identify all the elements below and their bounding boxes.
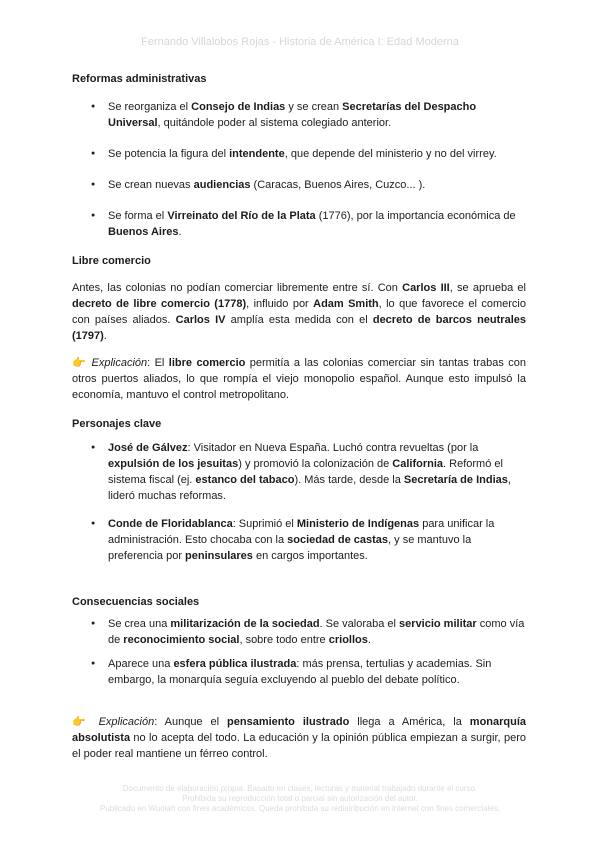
text: (Caracas, Buenos Aires, Cuzco... ). (250, 179, 426, 191)
text: ). Más tarde, desde la (294, 474, 404, 486)
section-heading-personajes: Personajes clave (72, 418, 162, 430)
text: Se reorganiza el (108, 101, 192, 113)
footer-line: Prohibida su reproducción total o parcial sin autorización del autor. (182, 794, 418, 803)
section-heading-reformas: Reformas administrativas (72, 73, 207, 85)
text: . (367, 634, 371, 646)
text: , sobre todo entre (239, 634, 329, 646)
pointing-hand-icon: 👉 (72, 716, 91, 728)
text: , influido por (246, 298, 314, 310)
page-footer (0, 784, 600, 814)
bold-text: expulsión de los jesuitas (108, 458, 239, 470)
list-item (72, 177, 526, 193)
bold-text: Ministerio de Indígenas (296, 518, 420, 530)
footer-line: Documento de elaboración propia. Basado en clases, lecturas y material trabajado durante el curso. (122, 784, 478, 793)
bold-text: pensamiento ilustrado (227, 716, 350, 728)
text: , que depende del ministerio y no del virrey. (284, 148, 497, 160)
text: Antes, las colonias no podían comerciar libremente entre sí. Con (72, 282, 403, 294)
text: , lo que favorece el comercio con países aliados. (72, 298, 526, 326)
explicacion-label: Explicación (98, 716, 155, 728)
section-heading-consecuencias: Consecuencias sociales (72, 596, 200, 608)
explicacion-paragraph (72, 355, 526, 403)
text: : Visitador en Nueva España. Luchó contra revueltas (por la (187, 442, 479, 454)
explicacion-paragraph (72, 714, 526, 762)
bold-text: Buenos Aires (108, 226, 179, 238)
list-item (72, 99, 526, 131)
bold-text: monarquía absolutista (72, 716, 527, 744)
list-item (72, 146, 526, 162)
text: Se crea una (108, 618, 171, 630)
bold-text: Adam Smith (313, 298, 379, 310)
text: (1776), por la importancia económica de (315, 210, 516, 222)
text: como vía de (108, 618, 525, 646)
text: , se aprueba el (449, 282, 526, 294)
consecuencias-list (72, 616, 526, 688)
document-body (72, 70, 526, 762)
text: ) y promovió la colonización de (238, 458, 393, 470)
bold-text: militarización de la sociedad (170, 618, 320, 630)
explicacion-label: Explicación (91, 357, 148, 369)
bold-text: libre comercio (168, 357, 246, 369)
bold-text: Secretaría de Indias (403, 474, 508, 486)
bold-text: servicio militar (399, 618, 477, 630)
bold-text: criollos (328, 634, 368, 646)
pointing-hand-icon: 👉 (72, 357, 88, 369)
list-item (72, 516, 526, 564)
bold-text: audiencias (193, 179, 251, 191)
text: llega a América, la (349, 716, 470, 728)
text: amplía esta medida con el (225, 314, 373, 326)
list-item (72, 440, 526, 504)
bold-text: Secretarías del Despacho Universal (108, 101, 477, 129)
text: : El (147, 357, 169, 369)
list-item (72, 208, 526, 240)
text: Aparece una (108, 658, 174, 670)
text: Se potencia la figura del (108, 148, 230, 160)
text: . (103, 330, 107, 342)
bold-text: decreto de barcos neutrales (1797) (72, 314, 526, 342)
text: para unificar la administración. Esto chocaba con la (108, 518, 495, 546)
text: . Se valoraba el (319, 618, 400, 630)
text: y se crean (285, 101, 343, 113)
bold-text: California (392, 458, 444, 470)
bold-text: Virreinato del Río de la Plata (167, 210, 316, 222)
list-item (72, 616, 526, 648)
page-header: Fernando Villalobos Rojas - Historia de América I: Edad Moderna (141, 36, 459, 48)
text: : más prensa, tertulias y academias. Sin embargo, la monarquía seguía excluyendo al pueblo del debate político. (108, 658, 492, 686)
bold-text: decreto de libre comercio (1778) (72, 298, 247, 310)
text: , y se mantuvo la preferencia por (108, 534, 472, 562)
reformas-list (72, 99, 526, 240)
bold-text: esfera pública ilustrada (173, 658, 297, 670)
text: en cargos importantes. (252, 550, 368, 562)
text: . (178, 226, 182, 238)
bold-text: peninsulares (185, 550, 253, 562)
bold-text: reconocimiento social (123, 634, 240, 646)
personajes-list (72, 440, 526, 564)
bold-text: intendente (229, 148, 285, 160)
text: permitía a las colonias comerciar sin tantas trabas con otros puertos aliados, lo que rompía el viejo monopolio español. Aunque esto impulsó la economía, mantuvo el control metropolitano. (72, 357, 526, 401)
text: . Reformó el sistema fiscal (ej. (108, 458, 503, 486)
bold-text: Carlos IV (175, 314, 226, 326)
bold-text: Carlos III (402, 282, 450, 294)
text: , quitándole poder al sistema colegiado anterior. (157, 117, 392, 129)
text: : Aunque el (154, 716, 228, 728)
bold-text: Conde de Floridablanca (108, 518, 233, 530)
text: Se forma el (108, 210, 168, 222)
text: , lideró muchas reformas. (108, 474, 511, 502)
bold-text: sociedad de castas (287, 534, 389, 546)
bold-text: Consejo de Indias (191, 101, 286, 113)
text: : Suprimió el (232, 518, 297, 530)
text: Se crean nuevas (108, 179, 194, 191)
bold-text: José de Gálvez (108, 442, 188, 454)
bold-text: estanco del tabaco (195, 474, 295, 486)
list-item (72, 656, 526, 688)
section-heading-libre-comercio: Libre comercio (72, 255, 151, 267)
libre-comercio-paragraph (72, 280, 526, 344)
text: no lo acepta del todo. La educación y la opinión pública empiezan a surgir, pero el poder real mantiene un férreo control. (72, 732, 526, 760)
footer-line: Publicado en Wuolah con fines académicos. Queda prohibida su redistribución en internet con fines comerciales. (99, 804, 501, 813)
